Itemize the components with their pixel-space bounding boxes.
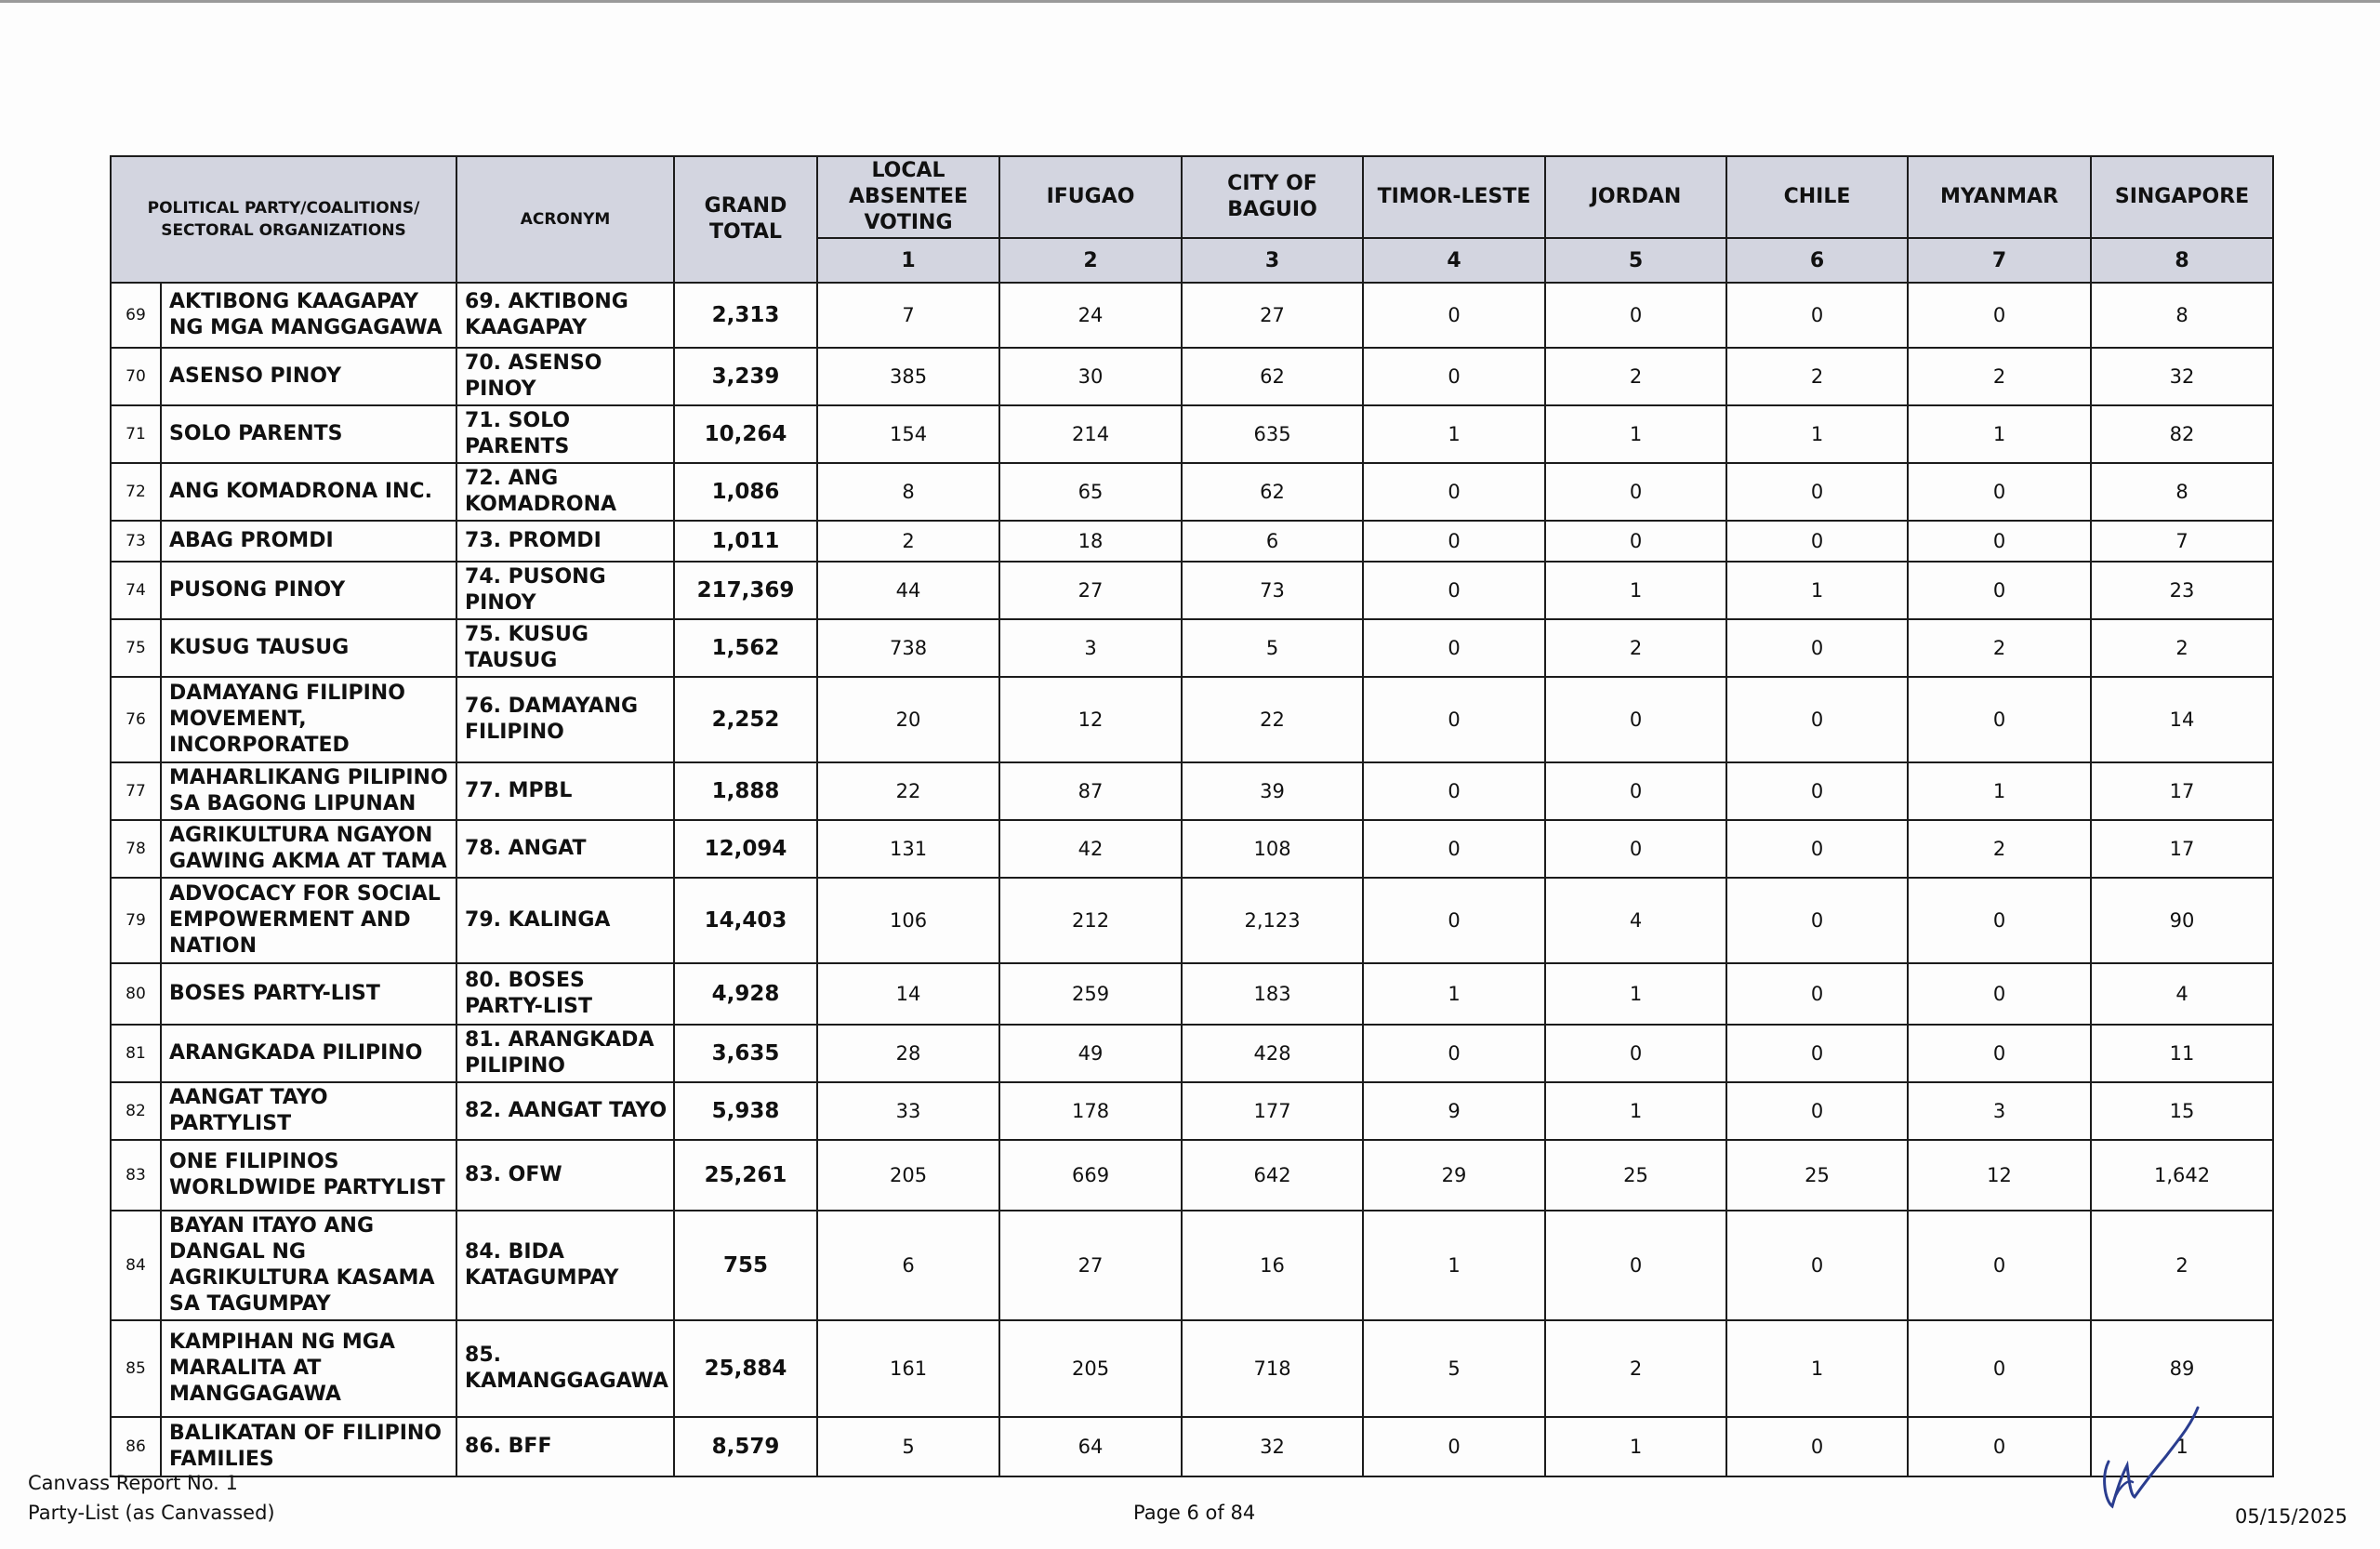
column-header-ifugao: IFUGAO	[999, 156, 1182, 238]
column-header-chile: CHILE	[1726, 156, 1908, 238]
votes-chile: 0	[1726, 762, 1908, 820]
votes-jordan: 0	[1545, 283, 1726, 348]
party-acronym: 71. SOLO PARENTS	[456, 405, 674, 463]
votes-ifugao: 42	[999, 820, 1182, 878]
party-acronym: 77. MPBL	[456, 762, 674, 820]
grand-total: 1,562	[674, 619, 817, 677]
votes-singapore: 32	[2091, 348, 2273, 405]
votes-timor-leste: 0	[1363, 1417, 1545, 1476]
votes-singapore: 17	[2091, 820, 2273, 878]
votes-myanmar: 1	[1908, 405, 2091, 463]
party-name: ANG KOMADRONA INC.	[161, 463, 456, 521]
votes-baguio: 635	[1182, 405, 1363, 463]
votes-local-absentee: 22	[817, 762, 999, 820]
row-number: 83	[111, 1140, 161, 1211]
votes-singapore: 8	[2091, 463, 2273, 521]
votes-local-absentee: 44	[817, 562, 999, 619]
table-row	[111, 348, 2273, 405]
table-row	[111, 762, 2273, 820]
table-row	[111, 562, 2273, 619]
table-row	[111, 1211, 2273, 1320]
party-acronym: 70. ASENSO PINOY	[456, 348, 674, 405]
votes-myanmar: 0	[1908, 963, 2091, 1025]
votes-local-absentee: 28	[817, 1025, 999, 1082]
votes-baguio: 6	[1182, 521, 1363, 562]
party-acronym: 74. PUSONG PINOY	[456, 562, 674, 619]
party-name: AKTIBONG KAAGAPAY NG MGA MANGGAGAWA	[161, 283, 456, 348]
grand-total: 3,239	[674, 348, 817, 405]
votes-ifugao: 64	[999, 1417, 1182, 1476]
row-number: 75	[111, 619, 161, 677]
row-number: 73	[111, 521, 161, 562]
votes-myanmar: 0	[1908, 562, 2091, 619]
votes-ifugao: 214	[999, 405, 1182, 463]
votes-jordan: 25	[1545, 1140, 1726, 1211]
votes-singapore: 2	[2091, 1211, 2273, 1320]
votes-timor-leste: 1	[1363, 405, 1545, 463]
party-column-header: POLITICAL PARTY/COALITIONS/ SECTORAL ORGANIZATIONS	[111, 156, 456, 283]
votes-myanmar: 0	[1908, 878, 2091, 963]
votes-ifugao: 3	[999, 619, 1182, 677]
votes-myanmar: 2	[1908, 820, 2091, 878]
grand-total: 1,011	[674, 521, 817, 562]
party-acronym: 76. DAMAYANG FILIPINO	[456, 677, 674, 762]
votes-chile: 0	[1726, 677, 1908, 762]
votes-timor-leste: 0	[1363, 878, 1545, 963]
votes-baguio: 16	[1182, 1211, 1363, 1320]
votes-timor-leste: 0	[1363, 348, 1545, 405]
votes-timor-leste: 5	[1363, 1320, 1545, 1417]
votes-baguio: 2,123	[1182, 878, 1363, 963]
votes-jordan: 0	[1545, 1025, 1726, 1082]
votes-chile: 0	[1726, 463, 1908, 521]
votes-jordan: 0	[1545, 463, 1726, 521]
votes-myanmar: 2	[1908, 348, 2091, 405]
column-number: 5	[1545, 238, 1726, 283]
votes-singapore: 2	[2091, 619, 2273, 677]
top-rule	[0, 0, 2380, 3]
table-row	[111, 1140, 2273, 1211]
votes-singapore: 14	[2091, 677, 2273, 762]
party-acronym: 72. ANG KOMADRONA	[456, 463, 674, 521]
table-row	[111, 963, 2273, 1025]
votes-timor-leste: 9	[1363, 1082, 1545, 1140]
votes-ifugao: 27	[999, 562, 1182, 619]
votes-chile: 0	[1726, 619, 1908, 677]
votes-ifugao: 18	[999, 521, 1182, 562]
row-number: 70	[111, 348, 161, 405]
row-number: 71	[111, 405, 161, 463]
party-acronym: 75. KUSUG TAUSUG	[456, 619, 674, 677]
votes-myanmar: 0	[1908, 677, 2091, 762]
votes-local-absentee: 7	[817, 283, 999, 348]
votes-local-absentee: 33	[817, 1082, 999, 1140]
votes-singapore: 7	[2091, 521, 2273, 562]
votes-baguio: 642	[1182, 1140, 1363, 1211]
votes-baguio: 183	[1182, 963, 1363, 1025]
votes-timor-leste: 1	[1363, 1211, 1545, 1320]
votes-local-absentee: 131	[817, 820, 999, 878]
column-number: 1	[817, 238, 999, 283]
votes-timor-leste: 29	[1363, 1140, 1545, 1211]
row-number: 77	[111, 762, 161, 820]
votes-jordan: 0	[1545, 762, 1726, 820]
column-number: 8	[2091, 238, 2273, 283]
party-name: ASENSO PINOY	[161, 348, 456, 405]
votes-chile: 0	[1726, 1417, 1908, 1476]
votes-local-absentee: 385	[817, 348, 999, 405]
grand-total: 10,264	[674, 405, 817, 463]
party-acronym: 79. KALINGA	[456, 878, 674, 963]
votes-jordan: 0	[1545, 1211, 1726, 1320]
votes-timor-leste: 0	[1363, 562, 1545, 619]
votes-singapore: 90	[2091, 878, 2273, 963]
votes-jordan: 1	[1545, 963, 1726, 1025]
grand-total: 2,313	[674, 283, 817, 348]
votes-baguio: 62	[1182, 348, 1363, 405]
table-row	[111, 619, 2273, 677]
party-name: ADVOCACY FOR SOCIAL EMPOWERMENT AND NATION	[161, 878, 456, 963]
grand-total: 25,261	[674, 1140, 817, 1211]
votes-local-absentee: 20	[817, 677, 999, 762]
votes-ifugao: 87	[999, 762, 1182, 820]
votes-chile: 0	[1726, 283, 1908, 348]
votes-chile: 2	[1726, 348, 1908, 405]
votes-baguio: 73	[1182, 562, 1363, 619]
votes-myanmar: 0	[1908, 1025, 2091, 1082]
table-row	[111, 1082, 2273, 1140]
votes-ifugao: 669	[999, 1140, 1182, 1211]
votes-baguio: 108	[1182, 820, 1363, 878]
votes-jordan: 2	[1545, 1320, 1726, 1417]
votes-jordan: 1	[1545, 405, 1726, 463]
grand-total-column-header: GRAND TOTAL	[674, 156, 817, 283]
row-number: 86	[111, 1417, 161, 1476]
grand-total: 14,403	[674, 878, 817, 963]
votes-jordan: 1	[1545, 562, 1726, 619]
votes-chile: 0	[1726, 1025, 1908, 1082]
votes-jordan: 2	[1545, 619, 1726, 677]
party-name: DAMAYANG FILIPINO MOVEMENT, INCORPORATED	[161, 677, 456, 762]
votes-chile: 0	[1726, 521, 1908, 562]
votes-singapore: 4	[2091, 963, 2273, 1025]
votes-singapore: 1,642	[2091, 1140, 2273, 1211]
votes-local-absentee: 738	[817, 619, 999, 677]
votes-singapore: 23	[2091, 562, 2273, 619]
party-name: BALIKATAN OF FILIPINO FAMILIES	[161, 1417, 456, 1476]
party-name: AANGAT TAYO PARTYLIST	[161, 1082, 456, 1140]
votes-timor-leste: 0	[1363, 762, 1545, 820]
party-acronym: 84. BIDA KATAGUMPAY	[456, 1211, 674, 1320]
grand-total: 1,086	[674, 463, 817, 521]
party-name: KUSUG TAUSUG	[161, 619, 456, 677]
votes-timor-leste: 0	[1363, 463, 1545, 521]
votes-jordan: 0	[1545, 521, 1726, 562]
party-name: ABAG PROMDI	[161, 521, 456, 562]
column-number: 7	[1908, 238, 2091, 283]
row-number: 82	[111, 1082, 161, 1140]
row-number: 85	[111, 1320, 161, 1417]
votes-timor-leste: 0	[1363, 521, 1545, 562]
party-acronym: 85. KAMANGGAGAWA	[456, 1320, 674, 1417]
table-row	[111, 878, 2273, 963]
votes-myanmar: 0	[1908, 1417, 2091, 1476]
report-date: 05/15/2025	[2235, 1505, 2348, 1528]
table-row	[111, 1025, 2273, 1082]
column-header-myanmar: MYANMAR	[1908, 156, 2091, 238]
column-header-jordan: JORDAN	[1545, 156, 1726, 238]
table-row	[111, 463, 2273, 521]
votes-myanmar: 0	[1908, 1320, 2091, 1417]
votes-local-absentee: 14	[817, 963, 999, 1025]
votes-timor-leste: 0	[1363, 677, 1545, 762]
votes-singapore: 1	[2091, 1417, 2273, 1476]
votes-timor-leste: 0	[1363, 1025, 1545, 1082]
votes-jordan: 2	[1545, 348, 1726, 405]
votes-ifugao: 24	[999, 283, 1182, 348]
table-row	[111, 820, 2273, 878]
grand-total: 2,252	[674, 677, 817, 762]
report-title: Canvass Report No. 1	[28, 1472, 238, 1494]
column-number: 2	[999, 238, 1182, 283]
votes-local-absentee: 154	[817, 405, 999, 463]
votes-chile: 1	[1726, 562, 1908, 619]
votes-local-absentee: 2	[817, 521, 999, 562]
votes-singapore: 89	[2091, 1320, 2273, 1417]
votes-jordan: 1	[1545, 1417, 1726, 1476]
party-name: AGRIKULTURA NGAYON GAWING AKMA AT TAMA	[161, 820, 456, 878]
votes-singapore: 82	[2091, 405, 2273, 463]
votes-myanmar: 1	[1908, 762, 2091, 820]
votes-ifugao: 12	[999, 677, 1182, 762]
votes-singapore: 15	[2091, 1082, 2273, 1140]
report-subtitle: Party-List (as Canvassed)	[28, 1502, 275, 1524]
grand-total: 3,635	[674, 1025, 817, 1082]
column-number: 6	[1726, 238, 1908, 283]
row-number: 81	[111, 1025, 161, 1082]
party-name: BOSES PARTY-LIST	[161, 963, 456, 1025]
votes-myanmar: 0	[1908, 283, 2091, 348]
table-row	[111, 521, 2273, 562]
row-number: 72	[111, 463, 161, 521]
votes-baguio: 5	[1182, 619, 1363, 677]
votes-timor-leste: 0	[1363, 283, 1545, 348]
party-name: ARANGKADA PILIPINO	[161, 1025, 456, 1082]
column-header-singapore: SINGAPORE	[2091, 156, 2273, 238]
column-header-timor-leste: TIMOR-LESTE	[1363, 156, 1545, 238]
votes-singapore: 17	[2091, 762, 2273, 820]
column-number: 3	[1182, 238, 1363, 283]
votes-local-absentee: 5	[817, 1417, 999, 1476]
votes-chile: 0	[1726, 1082, 1908, 1140]
party-acronym: 83. OFW	[456, 1140, 674, 1211]
votes-ifugao: 212	[999, 878, 1182, 963]
votes-myanmar: 2	[1908, 619, 2091, 677]
votes-baguio: 27	[1182, 283, 1363, 348]
votes-singapore: 8	[2091, 283, 2273, 348]
page-number: Page 6 of 84	[1133, 1502, 1256, 1524]
votes-jordan: 4	[1545, 878, 1726, 963]
acronym-column-header: ACRONYM	[456, 156, 674, 283]
votes-ifugao: 205	[999, 1320, 1182, 1417]
party-name: SOLO PARENTS	[161, 405, 456, 463]
table-body	[111, 283, 2273, 1476]
column-header-local-absentee: LOCAL ABSENTEE VOTING	[817, 156, 999, 238]
votes-local-absentee: 205	[817, 1140, 999, 1211]
header-row	[111, 156, 2273, 238]
votes-chile: 1	[1726, 405, 1908, 463]
party-name: MAHARLIKANG PILIPINO SA BAGONG LIPUNAN	[161, 762, 456, 820]
row-number: 74	[111, 562, 161, 619]
votes-ifugao: 30	[999, 348, 1182, 405]
votes-chile: 0	[1726, 878, 1908, 963]
votes-timor-leste: 0	[1363, 619, 1545, 677]
votes-baguio: 22	[1182, 677, 1363, 762]
votes-local-absentee: 8	[817, 463, 999, 521]
grand-total: 8,579	[674, 1417, 817, 1476]
party-acronym: 86. BFF	[456, 1417, 674, 1476]
party-acronym: 73. PROMDI	[456, 521, 674, 562]
votes-timor-leste: 0	[1363, 820, 1545, 878]
votes-myanmar: 12	[1908, 1140, 2091, 1211]
grand-total: 5,938	[674, 1082, 817, 1140]
votes-baguio: 718	[1182, 1320, 1363, 1417]
party-name: ONE FILIPINOS WORLDWIDE PARTYLIST	[161, 1140, 456, 1211]
votes-myanmar: 0	[1908, 463, 2091, 521]
party-acronym: 80. BOSES PARTY-LIST	[456, 963, 674, 1025]
votes-baguio: 62	[1182, 463, 1363, 521]
signature-image	[2099, 1404, 2202, 1514]
votes-local-absentee: 106	[817, 878, 999, 963]
votes-baguio: 39	[1182, 762, 1363, 820]
grand-total: 12,094	[674, 820, 817, 878]
votes-baguio: 177	[1182, 1082, 1363, 1140]
party-name: PUSONG PINOY	[161, 562, 456, 619]
table-row	[111, 1320, 2273, 1417]
votes-ifugao: 27	[999, 1211, 1182, 1320]
row-number: 69	[111, 283, 161, 348]
votes-jordan: 0	[1545, 820, 1726, 878]
grand-total: 25,884	[674, 1320, 817, 1417]
votes-singapore: 11	[2091, 1025, 2273, 1082]
table-row	[111, 677, 2273, 762]
votes-myanmar: 0	[1908, 521, 2091, 562]
votes-chile: 25	[1726, 1140, 1908, 1211]
table-row	[111, 405, 2273, 463]
grand-total: 755	[674, 1211, 817, 1320]
votes-baguio: 428	[1182, 1025, 1363, 1082]
party-name: KAMPIHAN NG MGA MARALITA AT MANGGAGAWA	[161, 1320, 456, 1417]
row-number: 80	[111, 963, 161, 1025]
grand-total: 1,888	[674, 762, 817, 820]
votes-ifugao: 49	[999, 1025, 1182, 1082]
grand-total: 217,369	[674, 562, 817, 619]
votes-myanmar: 0	[1908, 1211, 2091, 1320]
votes-ifugao: 178	[999, 1082, 1182, 1140]
votes-timor-leste: 1	[1363, 963, 1545, 1025]
votes-baguio: 32	[1182, 1417, 1363, 1476]
votes-chile: 0	[1726, 820, 1908, 878]
votes-ifugao: 259	[999, 963, 1182, 1025]
row-number: 78	[111, 820, 161, 878]
canvass-table	[110, 155, 2274, 1477]
votes-jordan: 0	[1545, 677, 1726, 762]
votes-chile: 0	[1726, 1211, 1908, 1320]
votes-local-absentee: 161	[817, 1320, 999, 1417]
party-acronym: 69. AKTIBONG KAAGAPAY	[456, 283, 674, 348]
column-header-baguio: CITY OF BAGUIO	[1182, 156, 1363, 238]
grand-total: 4,928	[674, 963, 817, 1025]
votes-ifugao: 65	[999, 463, 1182, 521]
votes-myanmar: 3	[1908, 1082, 2091, 1140]
votes-chile: 0	[1726, 963, 1908, 1025]
votes-local-absentee: 6	[817, 1211, 999, 1320]
row-number: 76	[111, 677, 161, 762]
table-row	[111, 1417, 2273, 1476]
party-acronym: 78. ANGAT	[456, 820, 674, 878]
party-acronym: 81. ARANGKADA PILIPINO	[456, 1025, 674, 1082]
row-number: 84	[111, 1211, 161, 1320]
votes-jordan: 1	[1545, 1082, 1726, 1140]
party-acronym: 82. AANGAT TAYO	[456, 1082, 674, 1140]
party-name: BAYAN ITAYO ANG DANGAL NG AGRIKULTURA KASAMA SA TAGUMPAY	[161, 1211, 456, 1320]
row-number: 79	[111, 878, 161, 963]
table-row	[111, 283, 2273, 348]
votes-chile: 1	[1726, 1320, 1908, 1417]
column-number: 4	[1363, 238, 1545, 283]
